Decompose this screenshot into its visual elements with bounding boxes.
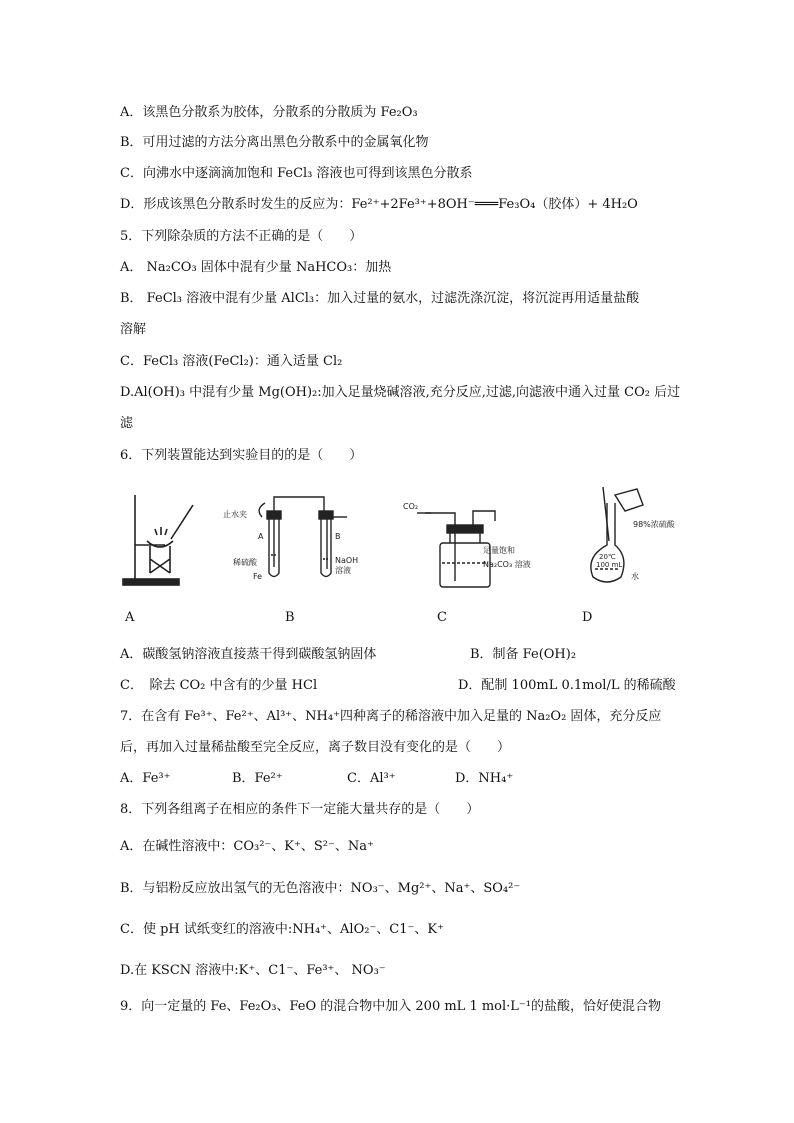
q4-option-b: B．可用过滤的方法分离出黑色分散系中的金属氧化物 bbox=[120, 135, 429, 150]
fig-label-a: A bbox=[125, 610, 135, 625]
q8-option-d: D.在 KSCN 溶液中:K⁺、C1⁻、Fe³⁺、 NO₃⁻ bbox=[120, 963, 386, 978]
q6-stem: 6．下列装置能达到实验目的的是（ ） bbox=[120, 448, 363, 463]
q4-option-d: D．形成该黑色分散系时发生的反应为：Fe²⁺+2Fe³⁺+8OH⁻═══Fe₃O₄（胶体）+ 4H₂O bbox=[120, 197, 638, 212]
b-label-naoh: NaOH bbox=[335, 556, 359, 565]
d-label-temp: 20℃ bbox=[599, 553, 616, 561]
q7-option-c: C．Al³⁺ bbox=[347, 771, 396, 786]
c-label-solution: Na₂CO₃ 溶液 bbox=[483, 560, 531, 569]
b-label-clamp: 止水夹 bbox=[223, 510, 247, 519]
q8-option-c: C．使 pH 试纸变红的溶液中:NH₄⁺、AlO₂⁻、C1⁻、K⁺ bbox=[120, 922, 444, 937]
b-label-a: A bbox=[258, 532, 264, 541]
q7-option-d: D．NH₄⁺ bbox=[455, 771, 514, 786]
q5-option-b-cont: 溶解 bbox=[120, 322, 147, 337]
q6-option-a: A．碳酸氢钠溶液直接蒸干得到碳酸氢钠固体 bbox=[120, 647, 377, 662]
q5-option-b: B． FeCl₃ 溶液中混有少量 AlCl₃：加入过量的氨水，过滤洗涤沉淀，将沉淀再用适量盐酸 bbox=[120, 291, 640, 306]
d-label-volume: 100 mL bbox=[596, 561, 623, 569]
apparatus-a bbox=[123, 495, 193, 585]
fig-label-c: C bbox=[437, 610, 447, 625]
q6-option-c: C． 除去 CO₂ 中含有的少量 HCl bbox=[120, 678, 318, 693]
d-label-acid: 98%浓硫酸 bbox=[633, 520, 675, 529]
q7-stem: 7．在含有 Fe³⁺、Fe²⁺、Al³⁺、NH₄⁺四种离子的稀溶液中加入足量的 Na₂O₂ 固体，充分反应 bbox=[120, 709, 662, 724]
q6-option-d: D．配制 100mL 0.1mol/L 的稀硫酸 bbox=[458, 678, 676, 693]
b-label-solution: 溶液 bbox=[335, 566, 351, 575]
q5-option-a: A． Na₂CO₃ 固体中混有少量 NaHCO₃：加热 bbox=[120, 260, 392, 275]
q4-option-a: A．该黑色分散系为胶体，分散系的分散质为 Fe₂O₃ bbox=[120, 105, 418, 120]
q9-stem: 9．向一定量的 Fe、Fe₂O₃、FeO 的混合物中加入 200 mL 1 mol·L⁻¹的盐酸，恰好使混合物 bbox=[120, 999, 662, 1014]
q5-option-d-cont: 滤 bbox=[120, 416, 134, 431]
q5-stem: 5．下列除杂质的方法不正确的是（ ） bbox=[120, 229, 363, 244]
fig-label-d: D bbox=[582, 610, 593, 625]
q7-option-b: B．Fe²⁺ bbox=[232, 771, 283, 786]
q5-option-d: D.Al(OH)₃ 中混有少量 Mg(OH)₂:加入足量烧碱溶液,充分反应,过滤,向滤液中通入过量 CO₂ 后过 bbox=[120, 385, 681, 400]
apparatus-b bbox=[259, 497, 347, 577]
q8-option-b: B．与铝粉反应放出氢气的无色溶液中：NO₃⁻、Mg²⁺、Na⁺、SO₄²⁻ bbox=[120, 881, 521, 896]
q6-option-b: B．制备 Fe(OH)₂ bbox=[470, 647, 577, 662]
d-label-water: 水 bbox=[631, 572, 639, 581]
b-label-fe: Fe bbox=[253, 572, 263, 581]
b-label-acid: 稀硫酸 bbox=[233, 558, 257, 567]
q4-option-c: C．向沸水中逐滴滴加饱和 FeCl₃ 溶液也可得到该黑色分散系 bbox=[120, 166, 473, 181]
q7-stem-cont: 后，再加入过量稀盐酸至完全反应，离子数目没有变化的是（ ） bbox=[120, 740, 511, 755]
q5-option-c: C．FeCl₃ 溶液(FeCl₂)：通入适量 Cl₂ bbox=[120, 354, 343, 369]
q7-option-a: A．Fe³⁺ bbox=[120, 771, 171, 786]
q8-option-a: A．在碱性溶液中：CO₃²⁻、K⁺、S²⁻、Na⁺ bbox=[120, 839, 374, 854]
b-label-b: B bbox=[335, 532, 341, 541]
apparatus-figure bbox=[115, 483, 715, 593]
c-label-co2: CO₂ bbox=[403, 502, 419, 511]
c-label-excess: 足量饱和 bbox=[483, 546, 515, 555]
fig-label-b: B bbox=[285, 610, 295, 625]
q8-stem: 8．下列各组离子在相应的条件下一定能大量共存的是（ ） bbox=[120, 802, 480, 817]
